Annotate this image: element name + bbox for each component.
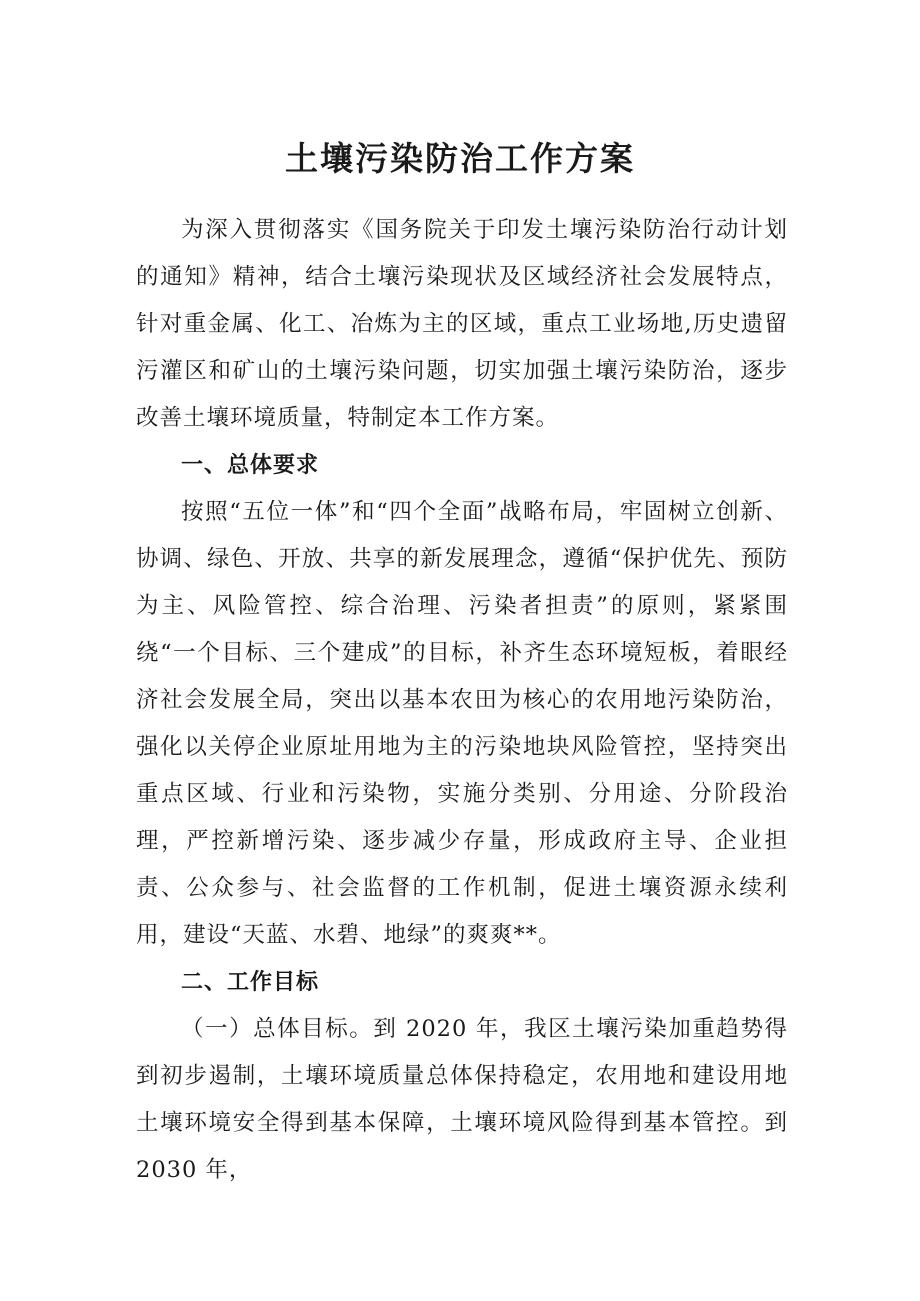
section-heading-work-objectives: 二、工作目标 xyxy=(181,970,320,995)
general-requirements-paragraph: 按照“五位一体”和“四个全面”战略布局，牢固树立创新、协调、绿色、开放、共享的新发展理念，遵循“保护优先、预防为主、风险管控、综合治理、污染者担责”的原则，紧紧围绕“一个目标、三个建成”的目标，补齐生态环境短板，着眼经济社会发展全局，突出以基本农田为核心的农用地污染防治，强化以关停企业原址用地为主的污染地块风险管控，坚持突出重点区域、行业和污染物，实施分类别、分用途、分阶段治理，严控新增污染、逐步减少存量，形成政府主导、企业担责、公众参与、社会监督的工作机制，促进土壤资源永续利用，建设“天蓝、水碧、地绿”的爽爽**。 xyxy=(136,499,788,948)
section-heading-general-requirements: 一、总体要求 xyxy=(181,453,320,478)
document-title: 土壤污染防治工作方案 xyxy=(285,139,635,178)
work-objectives-paragraph: （一）总体目标。到 2020 年，我区土壤污染加重趋势得到初步遏制，土壤环境质量总体保持稳定，农用地和建设用地土壤环境安全得到基本保障，土壤环境风险得到基本管控。到 2030 年， xyxy=(136,1016,788,1183)
document-body xyxy=(136,207,788,1194)
intro-paragraph: 为深入贯彻落实《国务院关于印发土壤污染防治行动计划的通知》精神，结合土壤污染现状及区域经济社会发展特点，针对重金属、化工、冶炼为主的区域，重点工业场地,历史遗留污灌区和矿山的土壤污染问题，切实加强土壤污染防治，逐步改善土壤环境质量，特制定本工作方案。 xyxy=(136,217,788,431)
